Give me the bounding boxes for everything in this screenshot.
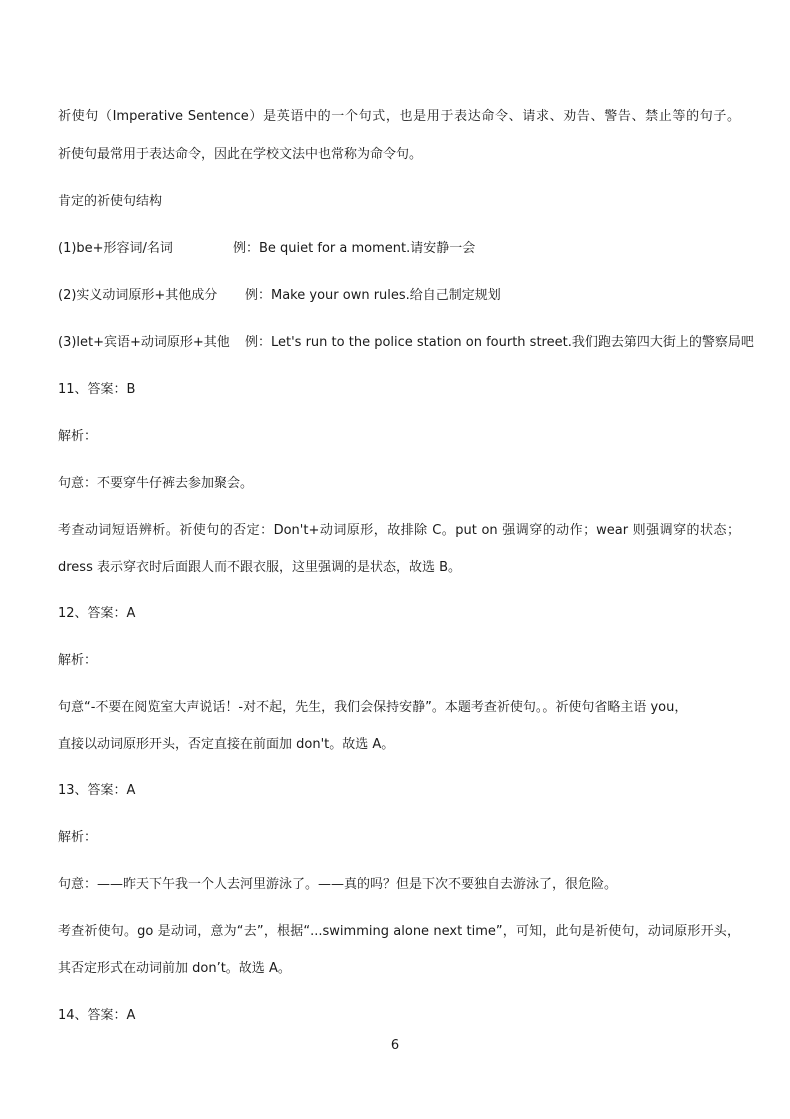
q11-meaning: 句意：不要穿牛仔裤去参加聚会。 xyxy=(58,476,254,491)
structure-pattern: (1)be+形容词/名词 xyxy=(58,241,173,256)
structure-example: 例：Let's run to the police station on fourth street.我们跑去第四大街上的警察局吧 xyxy=(245,335,754,350)
q14-answer: 14、答案：A xyxy=(58,1008,136,1023)
q12-answer: 12、答案：A xyxy=(58,606,136,621)
page-number: 6 xyxy=(390,1038,400,1053)
structure-example: 例：Be quiet for a moment.请安静一会 xyxy=(233,241,476,256)
q11-answer: 11、答案：B xyxy=(58,382,136,397)
q11-analysis-label: 解析： xyxy=(58,429,98,444)
intro-line-1: 祈使句（Imperative Sentence）是英语中的一个句式，也是用于表达命令、请求、劝告、警告、禁止等的句子。 xyxy=(58,109,740,124)
q13-meaning: 句意：——昨天下午我一个人去河里游泳了。——真的吗？但是下次不要独自去游泳了，很危险。 xyxy=(58,877,618,892)
intro-line-2: 祈使句最常用于表达命令，因此在学校文法中也常称为命令句。 xyxy=(58,147,423,162)
q13-answer: 13、答案：A xyxy=(58,783,136,798)
q13-explain-2: 其否定形式在动词前加 don’t。故选 A。 xyxy=(58,961,291,976)
q11-explain-1: 考查动词短语辨析。祈使句的否定：Don't+动词原形，故排除 C。put on 强调穿的动作；wear 则强调穿的状态； xyxy=(58,523,740,538)
q13-analysis-label: 解析： xyxy=(58,830,98,845)
q12-analysis-label: 解析： xyxy=(58,653,98,668)
structure-pattern: (2)实义动词原形+其他成分 xyxy=(58,288,218,303)
q12-explain-2: 直接以动词原形开头，否定直接在前面加 don't。故选 A。 xyxy=(58,737,395,752)
structure-example: 例：Make your own rules.给自己制定规划 xyxy=(245,288,501,303)
q12-explain-1: 句意“-不要在阅览室大声说话！-对不起，先生，我们会保持安静”。本题考查祈使句。。祈使句省略主语 you， xyxy=(58,700,688,715)
structure-pattern: (3)let+宾语+动词原形+其他 xyxy=(58,335,230,350)
structure-heading: 肯定的祈使句结构 xyxy=(58,194,163,209)
q11-explain-2: dress 表示穿衣时后面跟人而不跟衣服，这里强调的是状态，故选 B。 xyxy=(58,560,462,575)
q13-explain-1: 考查祈使句。go 是动词，意为“去”，根据“...swimming alone next time”，可知，此句是祈使句，动词原形开头， xyxy=(58,924,740,939)
